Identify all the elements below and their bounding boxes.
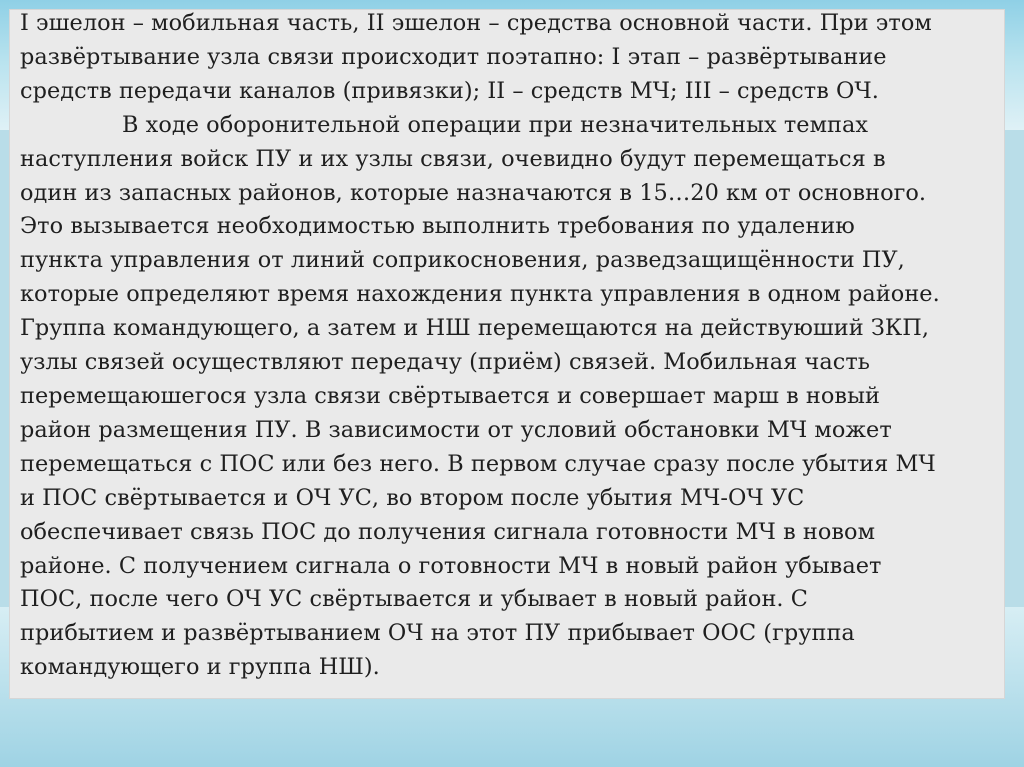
text-line: которые определяют время нахождения пункта управления в одном районе. (20, 281, 940, 308)
text-line: пункта управления от линий соприкосновения, разведзащищённости ПУ, (20, 247, 905, 274)
slide-body-text (20, 7, 1005, 685)
text-line: районе. С получением сигнала о готовности МЧ в новый район убывает (20, 552, 882, 579)
text-line: и ПОС свёртывается и ОЧ УС, во втором после убытия МЧ-ОЧ УС (20, 484, 805, 511)
text-line: один из запасных районов, которые назначаются в 15…20 км от основного. (20, 179, 927, 206)
text-line: наступления войск ПУ и их узлы связи, очевидно будут перемещаться в (20, 145, 886, 172)
paragraph-2 (20, 109, 1005, 685)
text-line: I эшелон – мобильная часть, II эшелон – средства основной части. При этом (20, 10, 932, 36)
text-line: Группа командующего, а затем и НШ перемещаются на действуюший ЗКП, (20, 315, 930, 342)
text-line: средств передачи каналов (привязки); II – средств МЧ; III – средств ОЧ. (20, 77, 879, 104)
text-line: перемещаться с ПОС или без него. В первом случае сразу после убытия МЧ (20, 450, 936, 477)
text-line: район размещения ПУ. В зависимости от условий обстановки МЧ может (20, 416, 892, 443)
text-line: прибытием и развёртыванием ОЧ на этот ПУ прибывает ООС (группа (20, 620, 855, 647)
text-line: развёртывание узла связи происходит поэтапно: I этап – развёртывание (20, 43, 887, 70)
text-line: узлы связей осуществляют передачу (приём) связей. Мобильная часть (20, 349, 871, 376)
text-line: В ходе оборонительной операции при незначительных темпах (122, 111, 869, 138)
text-line: командующего и группа НШ). (20, 654, 380, 681)
paragraph-1 (20, 7, 1005, 109)
text-line: Это вызывается необходимостью выполнить требования по удалению (20, 213, 855, 240)
text-line: обеспечивает связь ПОС до получения сигнала готовности МЧ в новом (20, 518, 876, 545)
text-line: ПОС, после чего ОЧ УС свёртывается и убывает в новый район. С (20, 586, 808, 613)
text-line: перемещаюшегося узла связи свёртывается и совершает марш в новый (20, 382, 880, 409)
